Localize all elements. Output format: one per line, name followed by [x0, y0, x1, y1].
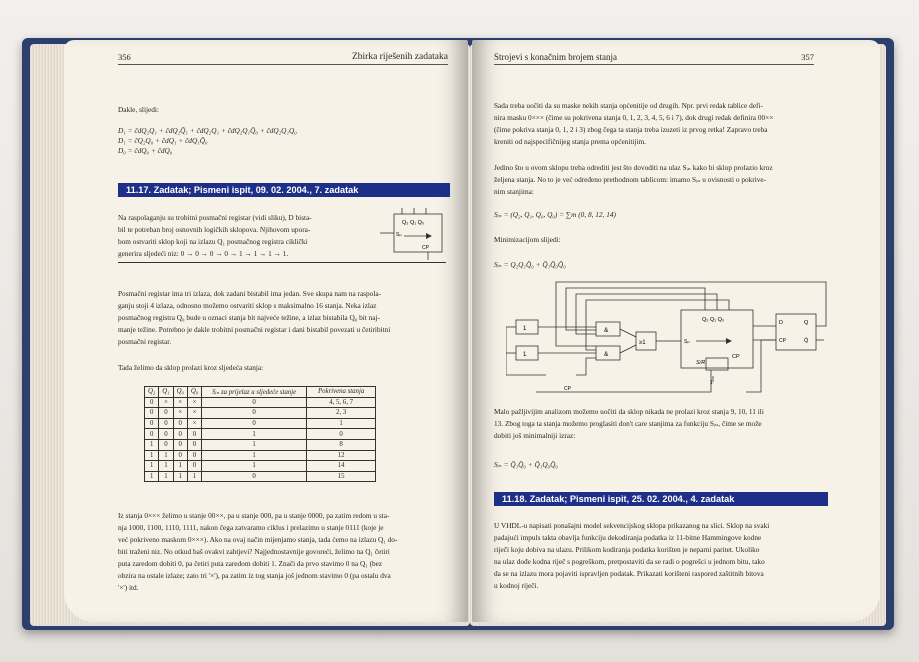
closing-line-1: Iz stanja 0××× želimo u stanje 00××, pa u stanje 000, pa u stanje 0000, pa zatim redom u sta- [118, 511, 390, 520]
para3-line-1: Malo pažljivijim analizom možemo uočiti da sklop nikada ne prolazi kroz stanja 9, 10, 11 ili [494, 407, 764, 416]
table-row [145, 418, 376, 429]
register-outputs-label: Q₂ Q₁ Q₀ [402, 220, 425, 226]
table-cell: 0 [202, 418, 307, 429]
or-gate: ≥1 [639, 340, 646, 346]
table-cell: 0 [159, 429, 173, 440]
minimization-label: Minimizacijom slijedi: [494, 235, 561, 244]
table-cell: 1 [159, 471, 173, 482]
problem-line-2: bil te potreban broj osnovnih logičkih sklopova. Njihovom upora- [118, 225, 311, 234]
right-page-header [494, 52, 814, 65]
table-cell: 1 [202, 429, 307, 440]
table-cell: 1 [173, 461, 187, 472]
equation-sin-sum: Sᵢₙ = (Q₂, Q₁, Q₀, Q₀) = ∑m (0, 8, 12, 14) [494, 210, 616, 219]
running-title-right: Strojevi s konačnim brojem stanja [494, 52, 617, 62]
ff-qbar: Q̄ [804, 338, 809, 344]
para4-line-3: riječi koju dobiva na ulazu. Prilikom kodiranja podatka korišten je neparni paritet. Ukoliko [494, 545, 760, 554]
closing-line-7: '×') itd. [118, 583, 139, 592]
table-cell: 14 [307, 461, 376, 472]
para2-line-1: Jedino što u ovom sklopu treba odrediti jest što dovoditi na ulaz Sᵢₙ kako bi sklop prolazio kroz [494, 163, 773, 172]
solution-line-3: posmačnog registra Q₀ bude u oznaci stanja bit najveće težine, a izlaz bistabila Q₀ bit naj- [118, 313, 381, 322]
right-page [472, 40, 880, 622]
page-number: 356 [118, 52, 131, 62]
and-gate-2: & [604, 351, 609, 358]
register-cp: CP [732, 354, 740, 360]
table-cell: 0 [173, 450, 187, 461]
table-cell: 0 [173, 418, 187, 429]
para2-line-3: nim stanjima: [494, 187, 534, 196]
table-cell: 0 [187, 429, 201, 440]
state-table [144, 386, 376, 482]
not-gate-2: 1 [523, 352, 527, 358]
table-row [145, 450, 376, 461]
table-cell: 12 [307, 450, 376, 461]
table-cell: 0 [202, 397, 307, 408]
page-number-right: 357 [801, 52, 814, 62]
left-page [64, 40, 468, 622]
table-cell: 2, 3 [307, 408, 376, 419]
table-cell: × [159, 397, 173, 408]
table-cell: 1 [187, 471, 201, 482]
table-cell: 0 [145, 408, 159, 419]
table-cell: 1 [202, 439, 307, 450]
ff-cp: CP [779, 338, 786, 344]
problem-line-4: generira sljedeći niz: 0 → 0 → 0 → 0 → 1 → 1 → 1 → 1. [118, 249, 289, 258]
table-cell: 0 [187, 461, 201, 472]
table-intro: Tada želimo da sklop prolazi kroz sljedeća stanja: [118, 363, 264, 372]
table-row [145, 429, 376, 440]
table-cell: 0 [145, 418, 159, 429]
table-row [145, 471, 376, 482]
table-cell: 0 [187, 450, 201, 461]
para4-line-4: na ulaz dođe kodna riječ s pogreškom, pretpostaviti da se radi o pogrešci u jednom bitu, tako [494, 557, 765, 566]
intro-text: Dakle, slijedi: [118, 105, 159, 114]
table-cell: 0 [159, 418, 173, 429]
table-row [145, 397, 376, 408]
running-title: Zbirka riješenih zadataka [351, 52, 448, 62]
constant-one: 1 [710, 380, 713, 386]
table-cell: × [187, 418, 201, 429]
section-divider [118, 262, 446, 263]
left-page-header [118, 52, 448, 65]
para3-line-3: dobiti još minimalniji izraz: [494, 431, 576, 440]
closing-line-4: biti traženi niz. No otkud baš ovakvi zahtjevi? Najjednostavnije govoreći, želimo na Q₁ četiri [118, 547, 390, 556]
para4-line-5: da se na izlazu mora pojaviti ispravljen podatak. Prikazati korišteni raspored zaštitnih bitova [494, 569, 764, 578]
table-cell: 0 [159, 439, 173, 450]
table-cell: 0 [145, 397, 159, 408]
col-qd: Q₀ [187, 387, 201, 398]
ff-d: D [779, 320, 783, 326]
table-cell: 1 [173, 471, 187, 482]
table-cell: 1 [202, 450, 307, 461]
solution-line-4: manje težine. Potrebno je dakle trobitni posmačni registar i dani bistabil povezati u četiribitni [118, 325, 391, 334]
para1-line-4: kreniti od najspecifičnijeg stanja prema općenitijim. [494, 137, 646, 146]
register-outputs: Q₂ Q₁ Q₀ [702, 317, 725, 323]
table-cell: 1 [159, 461, 173, 472]
table-cell: 1 [145, 471, 159, 482]
para1-line-1: Sada treba uočiti da su maske nekih stanja općenitije od drugih. Npr. prvi redak tablice defi- [494, 101, 763, 110]
register-sr: S/R [696, 360, 706, 366]
para1-line-2: nira masku 0××× (čime su pokrivena stanja 0, 1, 2, 3, 4, 5, 6 i 7), dok drugi redak definira 00×× [494, 113, 774, 122]
equation-sin-min: Sᵢₙ = Q₂Q₁Q̄₀ + Q̄₁Q̄₀Q̄₀ [494, 260, 566, 269]
table-cell: 0 [202, 471, 307, 482]
para4-line-2: padajući impuls takta obavlja funkciju dekodiranja podatka iz 11-bitne Hammingove kodne [494, 533, 762, 542]
not-gate-1: 1 [523, 326, 527, 332]
table-cell: 1 [159, 450, 173, 461]
table-cell: 0 [307, 429, 376, 440]
para2-line-2: željena stanja. No to je već određeno prethodnom tablicom: imamo Sᵢₙ u ovisnosti o pokrive- [494, 175, 767, 184]
table-cell: 4, 5, 6, 7 [307, 397, 376, 408]
table-cell: 1 [145, 450, 159, 461]
section-title-11-17: 11.17. Zadatak; Pismeni ispit, 09. 02. 2004., 7. zadatak [118, 183, 450, 197]
table-cell: 1 [202, 461, 307, 472]
table-cell: 0 [202, 408, 307, 419]
equation-3: D₀ = ĉdQ₀ + ĉdQ₀ [118, 146, 173, 155]
para3-line-2: 13. Zbog toga ta stanja možemo proglasiti don't care stanjima za funkciju Sᵢₙ, čime se može [494, 419, 762, 428]
table-cell: 15 [307, 471, 376, 482]
solution-line-5: posmačni registar. [118, 337, 172, 346]
closing-line-6: obzira na ostale izlaze; zato tri '×'), pa zatim iz tog stanja još jednom stavimo 0 (pa ostalu dva [118, 571, 391, 580]
and-gate-1: & [604, 327, 609, 334]
col-q0: Q₀ [173, 387, 187, 398]
col-q2: Q₂ [145, 387, 159, 398]
ff-q: Q [804, 320, 809, 326]
table-cell: 1 [145, 461, 159, 472]
table-cell: 1 [145, 439, 159, 450]
closing-line-3: već pokriveno maskom 0×××). Ako na ovaj način mijenjamo stanja, tada ćemo na izlazu Q₁ do- [118, 535, 398, 544]
col-q1: Q₁ [159, 387, 173, 398]
register-clock-label: CP [422, 245, 429, 251]
table-row [145, 461, 376, 472]
col-covered: Pokrivena stanja [307, 387, 376, 398]
table-cell: × [173, 397, 187, 408]
col-sin: Sᵢₙ za prijelaz u sljedeće stanje [202, 387, 307, 398]
para4-line-6: u kodnoj riječi. [494, 581, 539, 590]
closing-line-2: nja 1000, 1100, 1110, 1111, nakon čega zatvaramo ciklus i prelazimo u stanje 0111 (koje je [118, 523, 384, 532]
para4-line-1: U VHDL-u napisati ponašajni model sekvencijskog sklopa prikazanog na slici. Sklop na svaki [494, 521, 770, 530]
table-cell: 0 [187, 439, 201, 450]
table-cell: × [187, 408, 201, 419]
table-header-row [145, 387, 376, 398]
register-input-label: Sᵢₙ [396, 232, 403, 238]
equation-2: D₁ = ĉQ₂Q₀ + ĉdQ₁ + ĉdQ₁Q̄₀ [118, 136, 208, 145]
table-cell: 0 [159, 408, 173, 419]
table-cell: 8 [307, 439, 376, 450]
table-cell: 0 [173, 439, 187, 450]
register-input: Sᵢₙ [684, 339, 691, 345]
table-cell: 1 [307, 418, 376, 429]
table-row [145, 439, 376, 450]
closing-line-5: puta zaredom dobiti 0, pa četiri puta zaredom dobiti 1. Znači da prvo stavimo 0 na Q₁ (bez [118, 559, 383, 568]
table-cell: × [173, 408, 187, 419]
problem-line-3: bom ostvariti sklop koji na izlazu Q₁ posmačnog registra ciklički [118, 237, 308, 246]
clock-label: CP [564, 386, 571, 392]
problem-line-1: Na raspolaganju su trobitni posmačni registar (vidi sliku), D bista- [118, 213, 312, 222]
section-title-11-18: 11.18. Zadatak; Pismeni ispit, 25. 02. 2004., 4. zadatak [494, 492, 828, 506]
solution-line-2: ganju stoji 4 izlaza, odnosno možemo ostvariti sklop s maksimalno 16 stanja. Neka izlaz [118, 301, 377, 310]
circuit-diagram [506, 280, 836, 396]
equation-sin-dontcare: Sᵢₙ = Q̄₁Q̄₀ + Q̄₁Q₀Q̄₀ [494, 460, 558, 469]
equation-1: D₁ = ĉdQ₂Q₁ + ĉdQ₂Q̄₁ + ĉdQ₂Q₁ + ĉdQ₂Q₁Q̄₀ + ĉdQ₂Q₁Q₀ [118, 126, 297, 135]
table-cell: 0 [173, 429, 187, 440]
para1-line-3: (čime pokriva stanja 0, 1, 2 i 3) zbog čega ta stanja treba izuzeti iz prvog retka! Zapravo treba [494, 125, 768, 134]
table-cell: × [187, 397, 201, 408]
solution-line-1: Posmačni registar ima tri izlaza, dok zadani bistabil ima jedan. Sve skupa nam na raspola- [118, 289, 382, 298]
table-cell: 0 [145, 429, 159, 440]
shift-register-diagram [372, 206, 452, 262]
table-row [145, 408, 376, 419]
